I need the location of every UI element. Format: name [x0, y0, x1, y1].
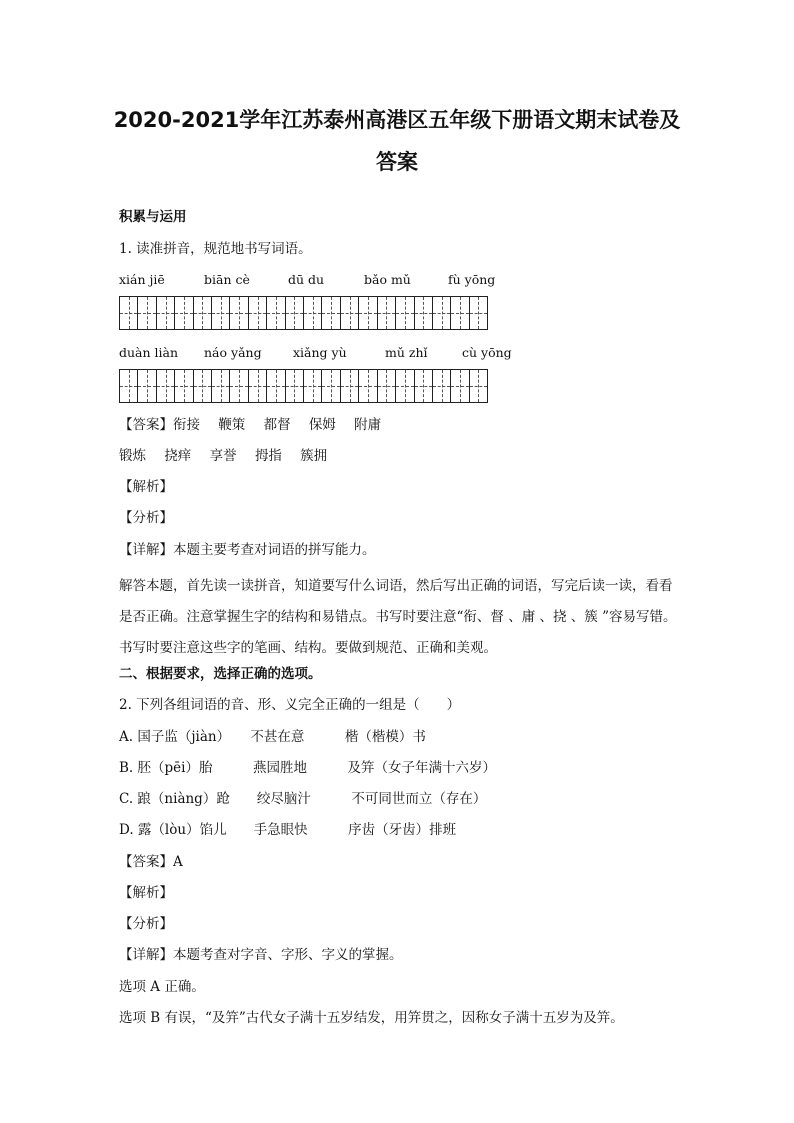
document-title-line-1: 2020-2021学年江苏泰州高港区五年级下册语文期末试卷及 — [113, 108, 681, 132]
option-d: D. 露（lòu）馅儿 手急眼快 序齿（牙齿）排班 — [119, 822, 457, 838]
pinyin-label: duàn liàn — [119, 345, 179, 360]
pinyin-label: biān cè — [204, 272, 250, 287]
pinyin-label: xiǎng yù — [293, 345, 347, 360]
question-1-stem: 1. 读准拼音，规范地书写词语。 — [119, 241, 312, 257]
question-2-stem: 2. 下列各组词语的音、形、义完全正确的一组是（ ） — [119, 697, 461, 713]
writing-grid-row-2 — [119, 369, 488, 403]
fenxi-label: 【分析】 — [119, 916, 173, 932]
answer-label: 【答案】A — [119, 854, 183, 870]
detail-text: 【详解】本题考查对字音、字形、字义的掌握。 — [119, 947, 403, 963]
analysis-label: 【解析】 — [119, 479, 173, 495]
writing-grid-row-1 — [119, 296, 488, 330]
option-a-note: 选项 A 正确。 — [119, 979, 205, 995]
pinyin-label: cù yōng — [462, 345, 512, 360]
section-heading-2: 二、根据要求，选择正确的选项。 — [119, 666, 322, 682]
pinyin-label: xián jiē — [119, 272, 165, 287]
answer-line-1: 【答案】衔接 鞭策 都督 保姆 附庸 — [119, 417, 382, 433]
pinyin-label: bǎo mǔ — [364, 272, 411, 287]
answer-line-2: 锻炼 挠痒 享誉 拇指 簇拥 — [119, 448, 328, 464]
pinyin-label: mǔ zhǐ — [385, 345, 428, 360]
section-heading-1: 积累与运用 — [119, 209, 187, 225]
pinyin-label: dū du — [288, 272, 325, 287]
option-b: B. 胚（pēi）胎 燕园胜地 及笄（女子年满十六岁） — [119, 760, 496, 776]
option-a: A. 国子监（jiàn） 不甚在意 楷（楷模）书 — [119, 729, 426, 745]
option-b-note: 选项 B 有误，“及笄”古代女子满十五岁结发，用笄贯之，因称女子满十五岁为及笄。 — [119, 1010, 624, 1026]
fenxi-label: 【分析】 — [119, 510, 173, 526]
option-c: C. 踉（niàng）跄 绞尽脑汁 不可同世而立（存在） — [119, 791, 487, 807]
document-title-line-2: 答案 — [376, 150, 418, 174]
pinyin-label: fù yōng — [448, 272, 496, 287]
pinyin-label: náo yǎng — [204, 345, 262, 360]
detail-text: 【详解】本题主要考查对词语的拼写能力。 — [119, 542, 376, 558]
explanation-paragraph: 解答本题，首先读一读拼音，知道要写什么词语，然后写出正确的词语，写完后读一读，看看是否正确。注意掌握生字的结构和易错点。书写时要注意“衔、督 、庸 、挠 、簇 ”容易写错。书写时要注意这些字的笔画、结构。要做到规范、正确和美观。 — [119, 578, 677, 656]
analysis-label: 【解析】 — [119, 885, 173, 901]
